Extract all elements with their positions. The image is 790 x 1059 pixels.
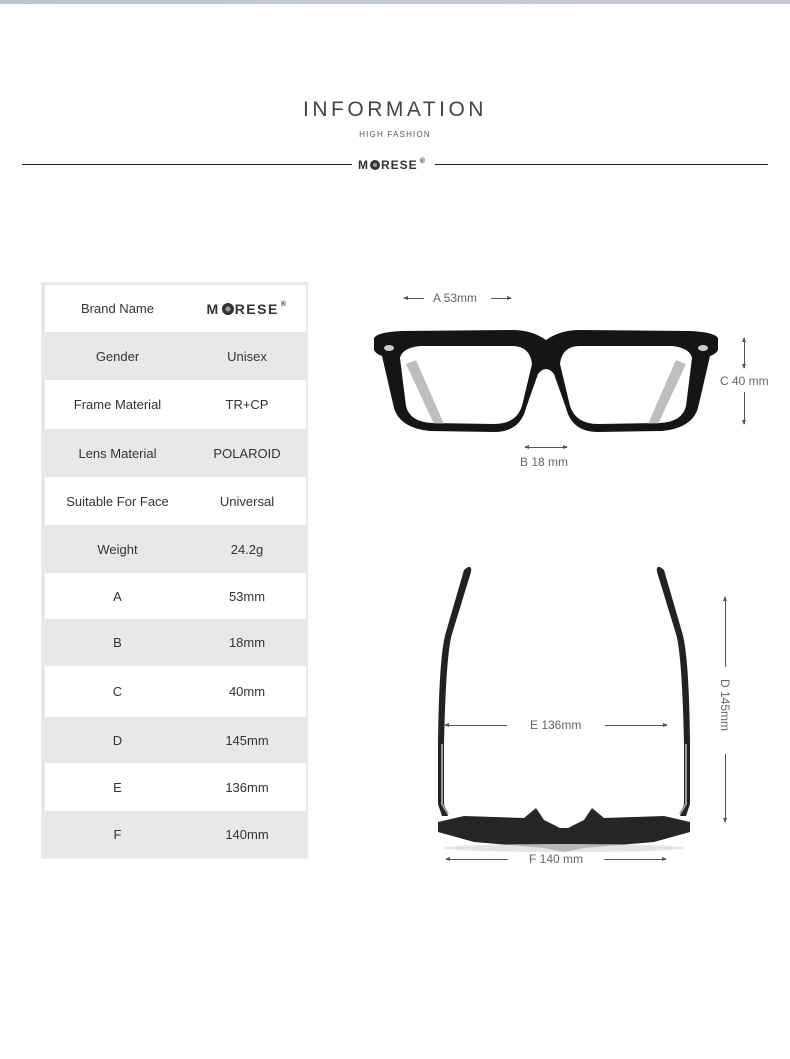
logo-letter-m: M [206, 300, 220, 317]
brand-logo [358, 158, 426, 172]
dim-c-arrow-up [744, 338, 745, 368]
row-label: Brand Name [81, 301, 154, 316]
logo-letters: RESE [234, 300, 279, 317]
dim-d-arrow-up [725, 597, 726, 667]
dim-c-label: C 40 mm [720, 374, 769, 388]
spec-table [41, 282, 308, 859]
divider-right [435, 164, 768, 165]
row-label: F [113, 826, 122, 842]
table-row [45, 666, 306, 717]
top-accent-bar [0, 0, 790, 4]
dim-e-label: E 136mm [530, 718, 582, 732]
table-row [45, 763, 306, 811]
dim-e-arrow-right [605, 725, 667, 726]
row-label: Weight [97, 541, 138, 557]
row-label: D [112, 732, 123, 748]
row-label: E [113, 779, 122, 795]
dim-a-arrow-right [491, 298, 511, 299]
row-label: Suitable For Face [66, 493, 169, 509]
dim-e-arrow-left [445, 725, 507, 726]
table-row [45, 525, 306, 573]
row-value: Unisex [227, 348, 267, 364]
logo-letter-m: M [358, 158, 369, 172]
registered-icon: ® [280, 300, 288, 308]
brand-logo-header [358, 156, 432, 174]
row-value: 18mm [228, 635, 266, 650]
logo-letters: RESE [381, 158, 418, 172]
row-value: 53mm [228, 588, 266, 604]
page-title: INFORMATION [303, 98, 487, 121]
row-value: 145mm [225, 732, 269, 748]
row-label: A [113, 588, 122, 604]
table-row [45, 380, 306, 429]
page-subtitle: HIGH FASHION [359, 130, 431, 139]
table-row [45, 429, 306, 477]
dim-f-arrow-right [604, 859, 666, 860]
table-row [45, 811, 306, 857]
dim-f-label: F 140 mm [529, 852, 584, 866]
row-value: 136mm [225, 779, 269, 795]
table-row [45, 717, 306, 763]
dim-f-arrow-left [446, 859, 508, 860]
dim-d-arrow-down [725, 754, 726, 822]
table-row [45, 573, 306, 619]
row-value [182, 285, 312, 332]
row-label: C [112, 684, 123, 699]
dim-d-label: D 145mm [718, 678, 732, 731]
table-row [45, 477, 306, 525]
dim-b-label: B 18 mm [520, 455, 569, 469]
dim-c-arrow-down [744, 392, 745, 424]
row-label: B [113, 635, 122, 650]
brand-logo [207, 301, 288, 317]
dim-a-label: A 53mm [433, 291, 478, 305]
registered-icon: ® [419, 158, 426, 165]
lens-o-icon [370, 160, 380, 170]
row-value: Universal [219, 493, 275, 509]
row-value: 40mm [228, 684, 266, 699]
glasses-front-image [372, 328, 720, 436]
table-row [45, 332, 306, 380]
table-row [45, 619, 306, 666]
glasses-top-image [434, 564, 694, 854]
row-value: 24.2g [230, 541, 264, 557]
table-row [45, 285, 306, 332]
row-value: TR+CP [225, 397, 269, 412]
row-value: POLAROID [213, 445, 281, 461]
dim-b-arrow [525, 447, 567, 448]
lens-o-icon [222, 303, 234, 315]
dim-a-arrow-left [404, 298, 424, 299]
row-label: Gender [95, 348, 140, 364]
divider-left [22, 164, 352, 165]
row-label: Lens Material [78, 445, 157, 461]
row-label: Frame Material [73, 397, 162, 412]
row-value: 140mm [225, 826, 269, 842]
